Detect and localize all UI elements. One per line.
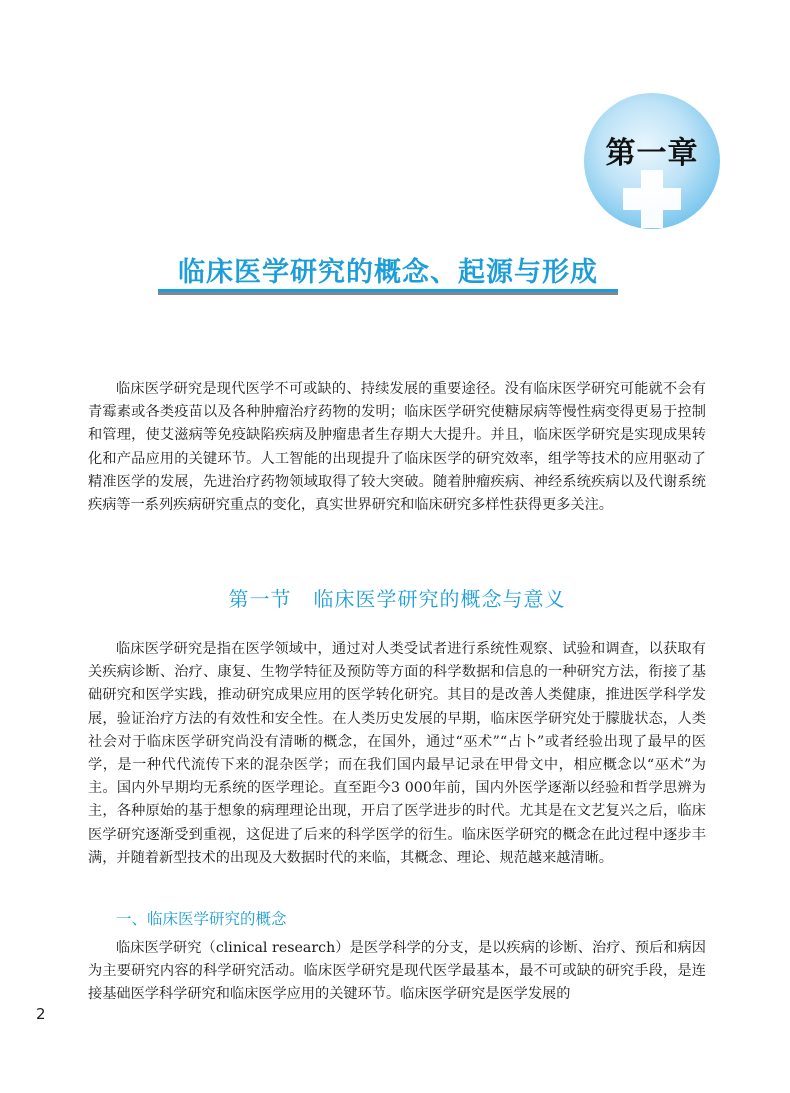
chapter-badge <box>583 92 721 230</box>
intro-paragraph: 临床医学研究是现代医学不可或缺的、持续发展的重要途径。没有临床医学研究可能就不会有青霉素或各类疫苗以及各种肿瘤治疗药物的发明；临床医学研究使糖尿病等慢性病变得更易于控制和管理，使艾滋病等免疫缺陷疾病及肿瘤患者生存期大大提升。并且，临床医学研究是实现成果转化和产品应用的关键环节。人工智能的出现提升了临床医学的研究效率，组学等技术的应用驱动了精准医学的发展，先进治疗药物领域取得了较大突破。随着肿瘤疾病、神经系统疾病以及代谢系统疾病等一系列疾病研究重点的变化，真实世界研究和临床研究多样性获得更多关注。 <box>88 381 706 514</box>
title-underline-gray <box>158 292 618 295</box>
section-number: 第一节 <box>228 587 292 611</box>
section-title: 临床医学研究的概念与意义 <box>313 587 566 611</box>
page-number: 2 <box>36 1005 46 1023</box>
section-paragraph: 临床医学研究是指在医学领域中，通过对人类受试者进行系统性观察、试验和调查，以获取有关疾病诊断、治疗、康复、生物学特征及预防等方面的科学数据和信息的一种研究方法，衔接了基础研究和医学实践，推动研究成果应用的医学转化研究。其目的是改善人类健康，推进医学科学发展，验证治疗方法的有效性和安全性。在人类历史发展的早期，临床医学研究处于朦胧状态，人类社会对于临床医学研究尚没有清晰的概念，在国外，通过“巫术”“占卜”或者经验出现了最早的医学，是一种代代流传下来的混杂医学；而在我们国内最早记录在甲骨文中，相应概念以“巫术”为主。国内外早期均无系统的医学理论。直至距今3 000年前，国内外医学逐渐以经验和哲学思辨为主，各种原始的基于想象的病理理论出现，开启了医学进步的时代。尤其是在文艺复兴之后，临床医学研究逐渐受到重视，这促进了后来的科学医学的衍生。临床医学研究的概念在此过程中逐步丰满，并随着新型技术的出现及大数据时代的来临，其概念、理论、规范越来越清晰。 <box>88 641 706 866</box>
chapter-label: 第一章 <box>605 136 699 171</box>
chapter-title: 临床医学研究的概念、起源与形成 <box>178 257 598 288</box>
subsection-paragraph: 临床医学研究（clinical research）是医学科学的分支，是以疾病的诊断、治疗、预后和病因为主要研究内容的科学研究活动。临床医学研究是现代医学最基本，最不可或缺的研究手段，是连接基础医学科学研究和临床医学应用的关键环节。临床医学研究是医学发展的 <box>88 940 706 1003</box>
section-heading <box>88 583 706 612</box>
subsection-title: 一、临床医学研究的概念 <box>116 910 287 928</box>
